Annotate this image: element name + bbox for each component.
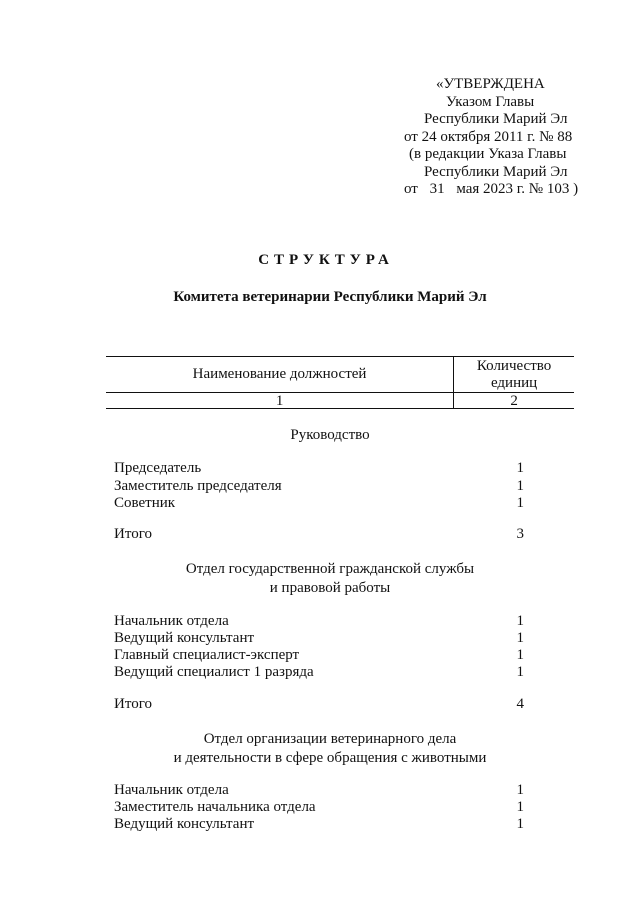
section-title-line: Руководство	[290, 427, 370, 443]
approval-line-3: Республики Марий Эл	[424, 111, 568, 127]
approval-line-5: (в редакции Указа Главы	[409, 146, 567, 162]
column-number-2: 2	[454, 393, 574, 409]
position-count: 1	[516, 460, 524, 476]
section-title-veterinary	[0, 730, 640, 768]
approval-line-6: Республики Марий Эл	[424, 163, 568, 180]
position-count: 1	[516, 630, 524, 646]
section-title-leadership	[0, 426, 640, 445]
total-value: 3	[516, 526, 524, 542]
position-count: 1	[516, 647, 524, 663]
list-item	[114, 459, 524, 477]
section-title-line: и правовой работы	[269, 580, 391, 596]
approval-day: 31	[429, 181, 445, 197]
list-item	[114, 798, 524, 816]
approval-date-prefix: от	[404, 181, 418, 197]
approval-month-year: мая 2023 г. №	[456, 181, 544, 197]
position-name: Начальник отдела	[114, 782, 229, 798]
position-name: Председатель	[114, 460, 202, 476]
section-title-line: и деятельности в сфере обращения с животными	[173, 750, 487, 766]
section-title-civil-service	[0, 560, 640, 598]
column-number-row	[106, 393, 574, 409]
position-name: Начальник отдела	[114, 613, 229, 629]
position-name: Ведущий консультант	[114, 816, 255, 832]
header-positions: Наименование должностей	[106, 357, 454, 393]
total-row	[114, 525, 524, 543]
column-number-1: 1	[106, 393, 454, 409]
position-name: Ведущий консультант	[114, 630, 255, 646]
approval-line-1: «УТВЕРЖДЕНА	[436, 76, 545, 92]
header-row	[106, 357, 574, 393]
list-item	[114, 646, 524, 664]
approval-block	[380, 76, 620, 199]
approval-decree-number: 103	[546, 181, 570, 197]
total-label: Итого	[114, 696, 152, 712]
section-title-line: Отдел организации ветеринарного дела	[203, 731, 457, 747]
header-count-line-2: единиц	[490, 374, 538, 391]
list-item	[114, 781, 524, 799]
position-count: 1	[516, 495, 524, 511]
position-name: Заместитель начальника отдела	[114, 799, 316, 815]
list-item	[114, 612, 524, 630]
position-count: 1	[516, 816, 524, 832]
positions-header-table	[106, 356, 574, 409]
list-item	[114, 477, 524, 495]
approval-close-paren: )	[573, 181, 579, 197]
approval-line-2: Указом Главы	[446, 93, 535, 110]
position-count: 1	[516, 478, 524, 494]
position-name: Ведущий специалист 1 разряда	[114, 664, 314, 680]
total-row	[114, 695, 524, 713]
header-count-line-1: Количество	[476, 357, 552, 374]
position-count: 1	[516, 782, 524, 798]
list-item	[114, 815, 524, 833]
list-item	[114, 494, 524, 512]
position-count: 1	[516, 664, 524, 680]
position-count: 1	[516, 799, 524, 815]
position-name: Главный специалист-эксперт	[114, 647, 300, 663]
total-label: Итого	[114, 526, 152, 542]
section-title-line: Отдел государственной гражданской службы	[185, 561, 475, 577]
position-count: 1	[516, 613, 524, 629]
document-subtitle: Комитета ветеринарии Республики Марий Эл	[173, 289, 487, 305]
list-item	[114, 663, 524, 681]
approval-line-7	[380, 181, 620, 199]
total-value: 4	[516, 696, 524, 712]
header-count	[454, 357, 574, 393]
position-name: Заместитель председателя	[114, 478, 282, 494]
approval-line-4: от 24 октября 2011 г. № 88	[404, 128, 573, 145]
position-name: Советник	[114, 495, 176, 511]
list-item	[114, 629, 524, 647]
document-title: СТРУКТУРА	[258, 252, 394, 268]
